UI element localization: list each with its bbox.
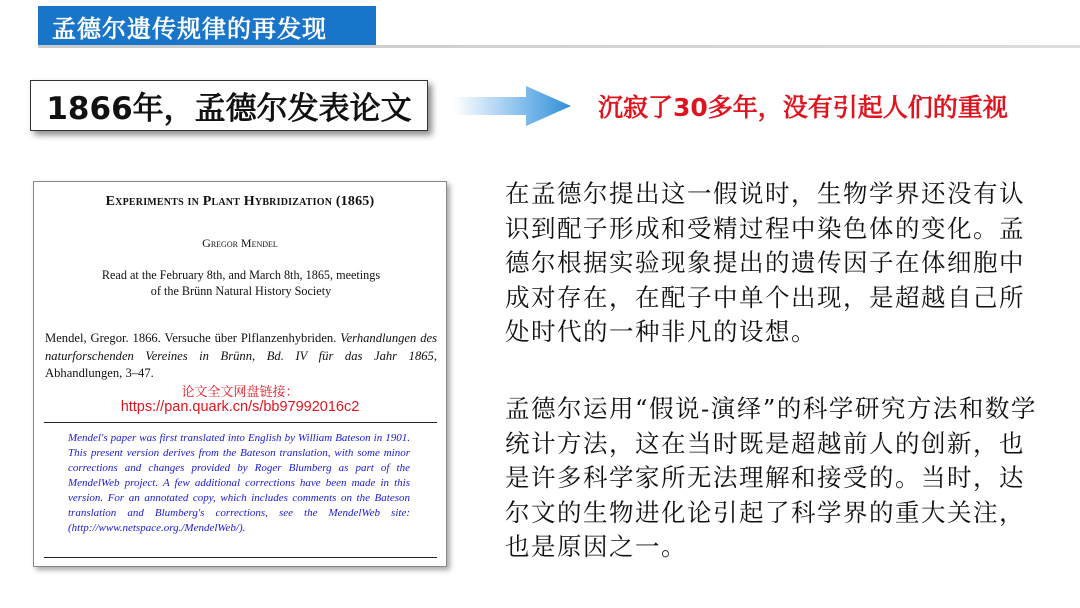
paragraph-hypothesis: 在孟德尔提出这一假说时，生物学界还没有认识到配子形成和受精过程中染色体的变化。孟德尔根据实验现象提出的遗传因子在体细胞中成对存在，在配子中单个出现，是超越自己所处时代的一种非凡的设想。	[505, 179, 1025, 346]
paragraph-method: 孟德尔运用“假说-演绎”的科学研究方法和数学统计方法，这在当时既是超越前人的创新，也是许多科学家所无法理解和接受的。当时，达尔文的生物进化论引起了科学界的重大关注，也是原因之一。	[505, 394, 1037, 561]
citation-journal: Verhandlungen des naturforschenden Vereines in Brünn, Bd. IV für das Jahr 1865	[45, 331, 437, 363]
paper-excerpt	[33, 181, 447, 567]
divider-top	[44, 422, 437, 423]
download-link[interactable]: https://pan.quark.cn/s/bb97992016c2	[120, 399, 360, 415]
read-line-2: of the Brünn Natural History Society	[150, 284, 332, 298]
paper-title: Experiments in Plant Hybridization (1865)	[105, 194, 375, 209]
read-line-1: Read at the February 8th, and March 8th, 1865, meetings	[101, 268, 381, 282]
header	[0, 0, 1080, 48]
paper-author: Gregor Mendel	[202, 236, 278, 250]
translation-note: Mendel's paper was first translated into English by William Bateson in 1901. This present version derives from the Bateson translation, with some minor corrections and changes provided by Roger Blumberg as part of the MendelWeb project. A few additional corrections have been made in this version. For an annotated copy, which includes comments on the Bateson translation and Blumberg's corrections, see the MendelWeb site: (http://www.netspace.org./MendelWeb/).	[68, 432, 410, 534]
paper-read-note	[54, 267, 428, 299]
download-link-label: 论文全文网盘链接：	[181, 385, 299, 400]
year-callout: 1866年，孟德尔发表论文	[30, 80, 428, 131]
right-arrow-icon	[454, 85, 572, 127]
title-divider	[38, 45, 1080, 48]
neglect-statement: 沉寂了30多年，没有引起人们的重视	[598, 93, 1008, 122]
page-title: 孟德尔遗传规律的再发现	[38, 6, 376, 46]
citation-plain-2: , Abhandlungen, 3–47.	[45, 348, 437, 380]
paper-citation	[45, 330, 437, 383]
divider-bottom	[44, 557, 437, 558]
citation-plain-1: Mendel, Gregor. 1866. Versuche über Plflanzenhybriden.	[45, 331, 341, 345]
